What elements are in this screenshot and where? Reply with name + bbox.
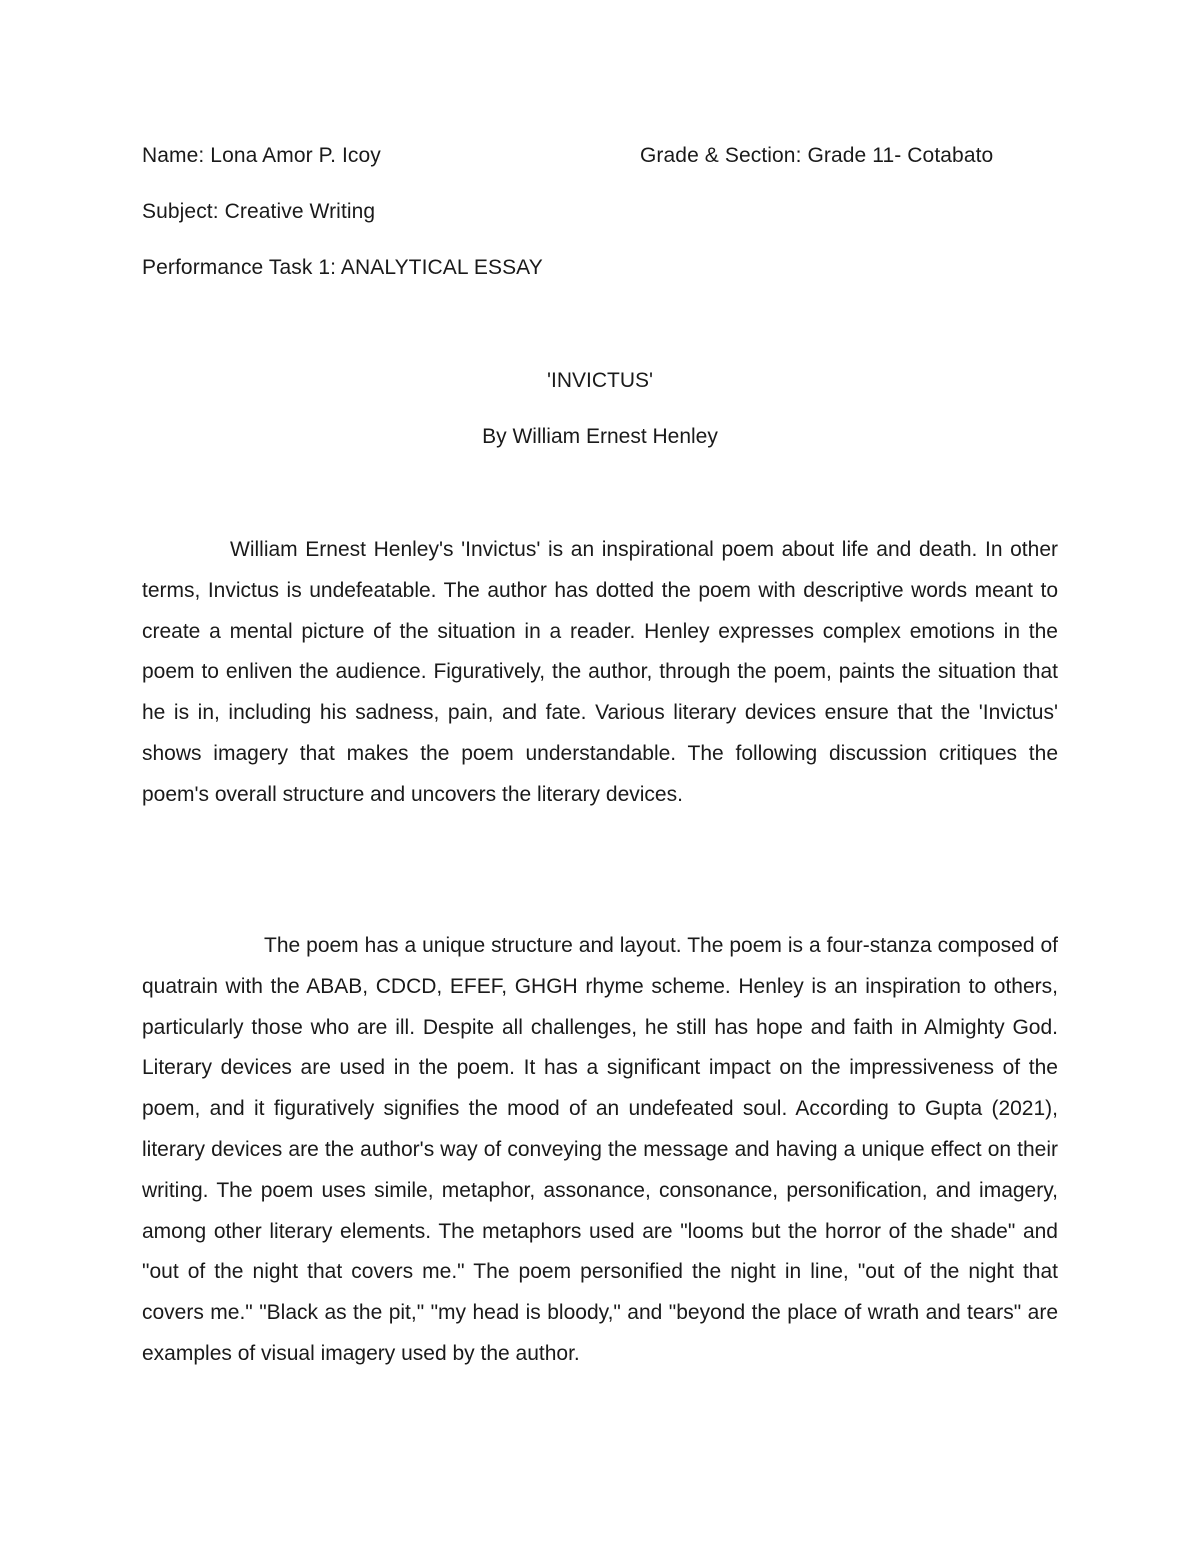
- poem-author: By William Ernest Henley: [482, 425, 718, 448]
- task-line: Performance Task 1: ANALYTICAL ESSAY: [142, 256, 543, 279]
- essay-paragraph-intro: William Ernest Henley's 'Invictus' is an inspirational poem about life and death. In other terms, Invictus is undefeatable. The author has dotted the poem with descriptive words meant to create a mental picture of the situation in a reader. Henley expresses complex emotions in the poem to enliven the audience. Figuratively, the author, through the poem, paints the situation that he is in, including his sadness, pain, and fate. Various literary devices ensure that the 'Invictus' shows imagery that makes the poem understandable. The following discussion critiques the poem's overall structure and uncovers the literary devices.: [142, 538, 1058, 806]
- subject-line: Subject: Creative Writing: [142, 200, 376, 223]
- poem-title: 'INVICTUS': [546, 369, 654, 392]
- student-name: Name: Lona Amor P. Icoy: [142, 144, 381, 167]
- essay-paragraph-structure: The poem has a unique structure and layout. The poem is a four-stanza composed of quatrain with the ABAB, CDCD, EFEF, GHGH rhyme scheme. Henley is an inspiration to others, particularly those who are ill. Despite all challenges, he still has hope and faith in Almighty God. Literary devices are used in the poem. It has a significant impact on the impressiveness of the poem, and it figuratively signifies the mood of an undefeated soul. According to Gupta (2021), literary devices are the author's way of conveying the message and having a unique effect on their writing. The poem uses simile, metaphor, assonance, consonance, personification, and imagery, among other literary elements. The metaphors used are "looms but the horror of the shade" and "out of the night that covers me." The poem personified the night in line, "out of the night that covers me." "Black as the pit," "my head is bloody," and "beyond the place of wrath and tears" are examples of visual imagery used by the author.: [142, 934, 1058, 1365]
- grade-section: Grade & Section: Grade 11- Cotabato: [640, 144, 994, 167]
